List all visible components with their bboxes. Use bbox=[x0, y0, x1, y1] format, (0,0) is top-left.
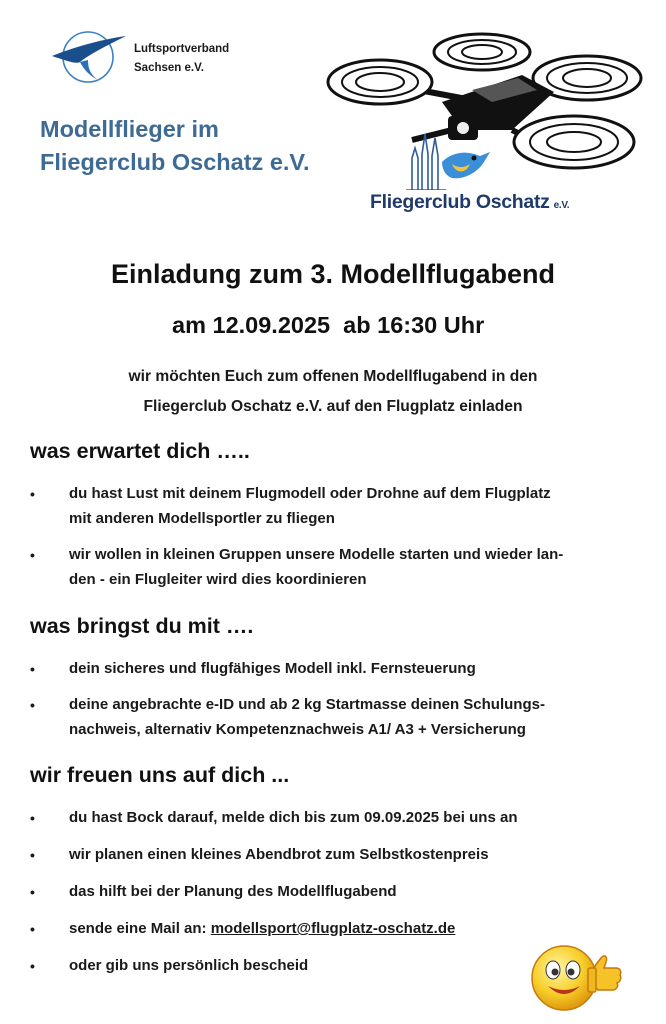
list-item-line: den - ein Flugleiter wird dies koordinieren bbox=[69, 571, 367, 588]
section-heading-bring: was bringst du mit …. bbox=[30, 614, 254, 638]
lsv-name-line2: Sachsen e.V. bbox=[134, 62, 204, 74]
list-item bbox=[0, 656, 666, 681]
list-item-line: wir planen einen kleines Abendbrot zum Selbstkostenpreis bbox=[69, 846, 489, 863]
list-item bbox=[0, 542, 666, 592]
section-heading-expectations: was erwartet dich ….. bbox=[30, 439, 250, 463]
list-item bbox=[0, 692, 666, 742]
list-item-line: • du hast Lust mit deinem Flugmodell oder Drohne auf dem Flugplatz bbox=[69, 485, 551, 502]
list-item bbox=[0, 916, 666, 941]
list-item bbox=[0, 842, 666, 867]
list-item-line: • deine angebrachte e-ID und ab 2 kg Startmasse deinen Schulungs- bbox=[69, 696, 545, 713]
intro-line2: Fliegerclub Oschatz e.V. auf den Flugplatz einladen bbox=[143, 398, 523, 415]
club-logo-suffix: e.V. bbox=[553, 200, 570, 211]
club-heading-line2: Fliegerclub Oschatz e.V. bbox=[40, 149, 310, 175]
list-item bbox=[0, 481, 666, 531]
email-link[interactable]: modellsport@flugplatz-oschatz.de bbox=[210, 920, 456, 937]
lsv-name bbox=[134, 40, 229, 78]
club-heading-line1: Modellflieger im bbox=[40, 116, 219, 142]
intro-text bbox=[0, 362, 666, 422]
club-logo-bird-church bbox=[398, 128, 498, 190]
list-item-line: sende eine Mail an: bbox=[69, 920, 211, 937]
lsv-glider-logo bbox=[50, 28, 128, 86]
bring-list bbox=[0, 656, 666, 742]
expectations-list bbox=[0, 481, 666, 592]
club-logo-name: Fliegerclub Oschatz bbox=[370, 191, 550, 213]
list-item-line: • wir wollen in kleinen Gruppen unsere Modelle starten und wieder lan- bbox=[69, 546, 564, 563]
lsv-name-line1: Luftsportverband bbox=[134, 43, 230, 55]
list-item-line: oder gib uns persönlich bescheid bbox=[69, 957, 309, 974]
list-item bbox=[0, 805, 666, 830]
page-title: Einladung zum 3. Modellflugabend bbox=[111, 259, 555, 289]
intro-line1: wir möchten Euch zum offenen Modellflugabend in den bbox=[128, 368, 538, 385]
thumbs-up-smiley-icon bbox=[528, 940, 624, 1012]
club-logo-wordmark bbox=[370, 191, 569, 214]
list-item bbox=[0, 879, 666, 904]
section-heading-looking-forward: wir freuen uns auf dich ... bbox=[30, 763, 290, 787]
list-item-line: • dein sicheres und flugfähiges Modell inkl. Fernsteuerung bbox=[69, 660, 476, 677]
club-heading bbox=[40, 113, 309, 179]
list-item-line: mit anderen Modellsportler zu fliegen bbox=[69, 510, 335, 527]
list-item-line: das hilft bei der Planung des Modellflugabend bbox=[69, 883, 397, 900]
list-item-line: nachweis, alternativ Kompetenznachweis A1/ A3 + Versicherung bbox=[69, 721, 526, 738]
event-datetime: am 12.09.2025 ab 16:30 Uhr bbox=[172, 312, 485, 338]
list-item-line: du hast Bock darauf, melde dich bis zum 09.09.2025 bei uns an bbox=[69, 809, 518, 826]
